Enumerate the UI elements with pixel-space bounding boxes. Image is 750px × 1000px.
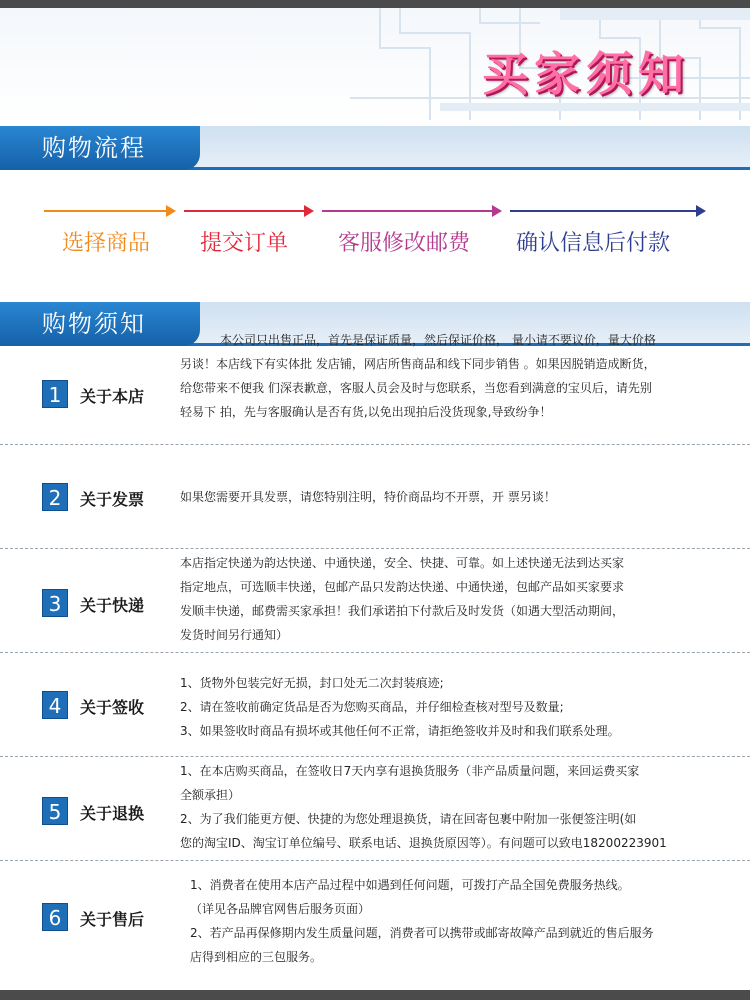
top-bar (0, 0, 750, 8)
row-line: 本公司只出售正品，首先是保证质量，然后保证价格， 量小请不要议价，量大价格 (220, 333, 656, 347)
row-text (180, 759, 667, 855)
row-line: 店得到相应的三包服务。 (190, 950, 323, 964)
row-title: 关于售后 (80, 910, 145, 929)
notice-row-express (0, 549, 750, 653)
row-line: 您的淘宝ID、淘宝订单位编号、联系电话、退换货原因等）。有问题可以致电18200223901 (180, 836, 667, 850)
row-number-badge: 6 (42, 903, 68, 931)
notice-row-invoice (0, 445, 750, 549)
process-arrow-4 (510, 210, 704, 212)
notice-heading: 购物须知 (0, 302, 200, 346)
process-heading: 购物流程 (0, 126, 200, 170)
row-title: 关于快递 (80, 596, 145, 615)
row-line: 如果您需要开具发票，请您特别注明，特价商品均不开票，开 票另谈！ (180, 490, 556, 504)
row-line: 2、请在签收前确定货品是否为您购买商品，并仔细检查核对型号及数量; (180, 700, 564, 714)
row-text (180, 485, 556, 509)
step-select-product: 选择商品 (62, 231, 151, 256)
notice-row-signing (0, 653, 750, 757)
row-title: 关于本店 (80, 387, 145, 406)
process-arrow-2 (184, 210, 312, 212)
step-submit-order: 提交订单 (200, 231, 289, 256)
row-title: 关于签收 (80, 698, 145, 717)
row-line: 指定地点，可选顺丰快递，包邮产品只发韵达快递、中通快递，包邮产品如买家要求 (180, 580, 625, 594)
process-section-header (0, 126, 750, 170)
row-line: 3、如果签收时商品有损坏或其他任何不正常，请拒绝签收并及时和我们联系处理。 (180, 724, 620, 738)
page-title: 买家须知 (482, 47, 690, 101)
row-line: 本店指定快递为韵达快递、中通快递，安全、快捷、可靠。如上述快递无法到达买家 (180, 556, 625, 570)
row-number-badge: 3 (42, 589, 68, 617)
row-title: 关于退换 (80, 804, 145, 823)
row-text (180, 551, 624, 647)
row-line: （详见各品牌官网售后服务页面） (190, 902, 371, 916)
row-number-badge: 4 (42, 691, 68, 719)
row-line: 轻易下 拍，先与客服确认是否有货,以免出现拍后没货现象,导致纷争！ (180, 405, 552, 419)
row-line: 给您带来不便我 们深表歉意，客服人员会及时与您联系，当您看到满意的宝贝后，请先别 (180, 381, 652, 395)
row-line: 2、若产品再保修期内发生质量问题，消费者可以携带或邮寄故障产品到就近的售后服务 (190, 926, 654, 940)
row-line: 发顺丰快递，邮费需买家承担！我们承诺拍下付款后及时发货（如遇大型活动期间， (180, 604, 625, 618)
process-arrow-1 (44, 210, 174, 212)
row-title: 关于发票 (80, 490, 145, 509)
notice-row-aftersales (0, 861, 750, 971)
bottom-bar (0, 990, 750, 1000)
row-text (180, 671, 620, 743)
row-number-badge: 5 (42, 797, 68, 825)
notice-row-return (0, 757, 750, 861)
process-arrow-3 (322, 210, 500, 212)
row-text (180, 328, 656, 424)
step-modify-postage: 客服修改邮费 (338, 231, 471, 256)
row-number-badge: 2 (42, 483, 68, 511)
row-line: 全额承担） (180, 788, 241, 802)
process-flow (0, 190, 750, 270)
row-line: 1、在本店购买商品，在签收日7天内享有退换货服务（非产品质量问题，来回运费买家 (180, 764, 640, 778)
row-text (190, 873, 654, 969)
header-banner (0, 8, 750, 120)
row-line: 发货时间另行通知） (180, 628, 289, 642)
row-line: 另谈！本店线下有实体批 发店铺，网店所售商品和线下同步销售 。如果因脱销造成断货， (180, 357, 656, 371)
row-line: 1、货物外包装完好无损，封口处无二次封装痕迹; (180, 676, 444, 690)
notice-row-about-store (0, 322, 750, 445)
row-line: 1、消费者在使用本店产品过程中如遇到任何问题，可拨打产品全国免费服务热线。 (190, 878, 630, 892)
step-confirm-pay: 确认信息后付款 (516, 231, 671, 256)
row-line: 2、为了我们能更方便、快捷的为您处理退换货，请在回寄包裹中附加一张便签注明(如 (180, 812, 637, 826)
row-number-badge: 1 (42, 380, 68, 408)
